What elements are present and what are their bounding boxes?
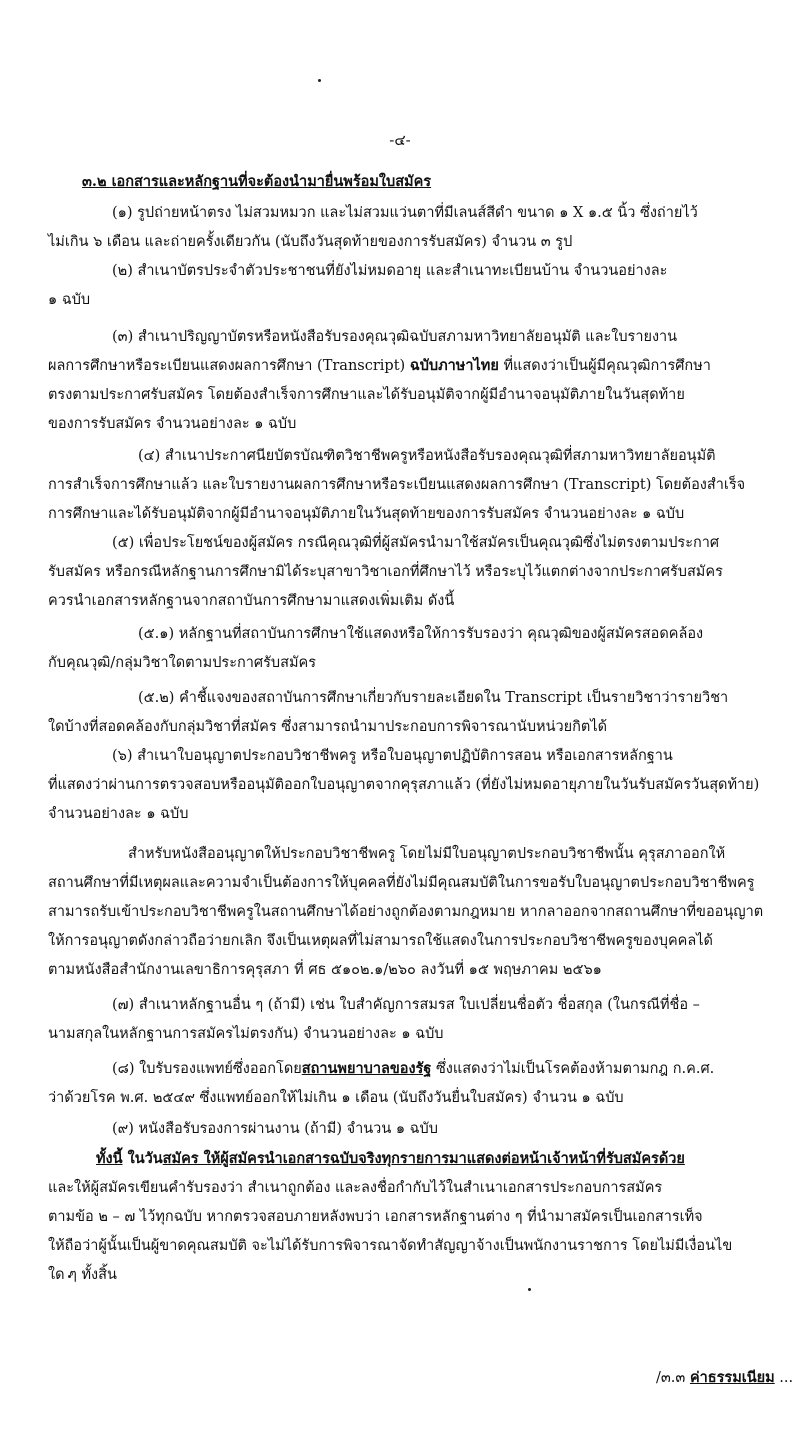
- paragraph-line: ๑ ฉบับ: [48, 292, 91, 308]
- emphasis-thai-version: ฉบับภาษาไทย: [409, 357, 499, 374]
- paragraph-line: สามารถรับเข้าประกอบวิชาชีพครูในสถานศึกษาได้อย่างถูกต้องตามกฎหมาย หากลาออกจากสถานศึกษาที่ขออนุญาต: [48, 904, 764, 920]
- paragraph-line: การศึกษาและได้รับอนุมัติจากผู้มีอำนาจอนุมัติภายในวันสุดท้ายของการรับสมัคร จำนวนอย่างละ ๑ ฉบับ: [48, 506, 685, 522]
- paragraph-line: [48, 356, 711, 376]
- text-span: ซึ่งแสดงว่าไม่เป็นโรคต้องห้ามตามกฎ ก.ค.ศ.: [431, 1061, 715, 1077]
- paragraph-line: ให้การอนุญาตดังกล่าวถือว่ายกเลิก จึงเป็นเหตุผลที่ไม่สามารถใช้แสดงในการประกอบวิชาชีพครูของบุคคลได้: [48, 933, 713, 949]
- paragraph-line: [112, 1059, 714, 1079]
- scan-speck: [528, 1288, 531, 1291]
- paragraph-line: กับคุณวุฒิ/กลุ่มวิชาใดตามประกาศรับสมัคร: [48, 655, 317, 671]
- paragraph-line: สถานศึกษาที่มีเหตุผลและความจำเป็นต้องการให้บุคคลที่ยังไม่มีคุณสมบัติในการขอรับใบอนุญาตประกอบวิชาชีพครู: [48, 875, 755, 891]
- paragraph-line: (๖) สำเนาใบอนุญาตประกอบวิชาชีพครู หรือใบอนุญาตปฏิบัติการสอน หรือเอกสารหลักฐาน: [112, 748, 673, 764]
- paragraph-line: ของการรับสมัคร จำนวนอย่างละ ๑ ฉบับ: [48, 416, 297, 432]
- page-number: -๔-: [389, 131, 411, 149]
- text-span: ที่แสดงว่าเป็นผู้มีคุณวุฒิการศึกษา: [498, 358, 711, 374]
- paragraph-line: รับสมัคร หรือกรณีหลักฐานการศึกษามิได้ระบุสาขาวิชาเอกที่ศึกษาไว้ หรือระบุไว้แตกต่างจากประกาศรับสมัคร: [48, 564, 723, 580]
- footer-next-section: ค่าธรรมเนียม: [689, 1369, 775, 1386]
- paragraph-line: การสำเร็จการศึกษาแล้ว และใบรายงานผลการศึกษาหรือระเบียนแสดงผลการศึกษา (Transcript) โดยต้องสำเร็จ: [48, 477, 746, 493]
- emphasis-state-hospital: สถานพยาบาลของรัฐ: [301, 1060, 432, 1077]
- paragraph-line: ใดบ้างที่สอดคล้องกับกลุ่มวิชาที่สมัคร ซึ่งสามารถนำมาประกอบการพิจารณานับหน่วยกิตได้: [48, 719, 608, 735]
- text-span: (๘) ใบรับรองแพทย์ซึ่งออกโดย: [112, 1061, 302, 1077]
- paragraph-line: ควรนำเอกสารหลักฐานจากสถาบันการศึกษามาแสดงเพิ่มเติม ดังนี้: [48, 593, 455, 609]
- paragraph-line: สำหรับหนังสืออนุญาตให้ประกอบวิชาชีพครู โดยไม่มีใบอนุญาตประกอบวิชาชีพนั้น คุรุสภาออกให้: [128, 846, 726, 862]
- scan-speck: [318, 79, 321, 82]
- paragraph-line: (๕.๒) คำชี้แจงของสถาบันการศึกษาเกี่ยวกับรายละเอียดใน Transcript เป็นรายวิชาว่ารายวิชา: [138, 690, 729, 706]
- continuation-footer: [656, 1366, 793, 1389]
- paragraph-line: (๕.๑) หลักฐานที่สถาบันการศึกษาใช้แสดงหรือให้การรับรองว่า คุณวุฒิของผู้สมัครสอดคล้อง: [138, 626, 704, 642]
- paragraph-line: จำนวนอย่างละ ๑ ฉบับ: [48, 806, 189, 822]
- section-title: ๓.๒ เอกสารและหลักฐานที่จะต้องนำมายื่นพร้อมใบสมัคร: [82, 173, 432, 190]
- paragraph-line: ตามหนังสือสำนักงานเลขาธิการคุรุสภา ที่ ศธ ๕๑๐๒.๑/๒๖๐ ลงวันที่ ๑๕ พฤษภาคม ๒๕๖๑: [48, 962, 602, 978]
- footer-prefix: /๓.๓: [656, 1370, 690, 1386]
- footer-suffix: ...: [774, 1370, 794, 1386]
- paragraph-line: [96, 1149, 685, 1169]
- text-span: ผลการศึกษาหรือระเบียนแสดงผลการศึกษา (Transcript): [48, 358, 410, 374]
- paragraph-line: (๔) สำเนาประกาศนียบัตรบัณฑิตวิชาชีพครูหรือหนังสือรับรองคุณวุฒิที่สภามหาวิทยาลัยอนุมัติ: [138, 448, 716, 464]
- paragraph-line: ไม่เกิน ๖ เดือน และถ่ายครั้งเดียวกัน (นับถึงวันสุดท้ายของการรับสมัคร) จำนวน ๓ รูป: [48, 234, 573, 250]
- paragraph-line: ที่แสดงว่าผ่านการตรวจสอบหรืออนุมัติออกใบอนุญาตจากคุรุสภาแล้ว (ที่ยังไม่หมดอายุภายในวันรับสมัครวันสุดท้าย): [48, 777, 760, 793]
- emphasis-original-documents: สมัคร ให้ผู้สมัครนำเอกสารฉบับจริงทุกรายการมาแสดงต่อหน้าเจ้าหน้าที่รับสมัครด้วย: [162, 1150, 685, 1167]
- paragraph-line: ตามข้อ ๒ – ๗ ไว้ทุกฉบับ หากตรวจสอบภายหลังพบว่า เอกสารหลักฐานต่าง ๆ ที่นำมาสมัครเป็นเอกสารเท็จ: [48, 1209, 703, 1225]
- paragraph-line: ให้ถือว่าผู้นั้นเป็นผู้ขาดคุณสมบัติ จะไม่ได้รับการพิจารณาจัดทำสัญญาจ้างเป็นพนักงานราชการ โดยไม่มีเงื่อนไข: [48, 1238, 733, 1254]
- paragraph-line: นามสกุลในหลักฐานการสมัครไม่ตรงกัน) จำนวนอย่างละ ๑ ฉบับ: [48, 1026, 444, 1042]
- paragraph-line: (๕) เพื่อประโยชน์ของผู้สมัคร กรณีคุณวุฒิที่ผู้สมัครนำมาใช้สมัครเป็นคุณวุฒิซึ่งไม่ตรงตามประกาศ: [112, 535, 720, 551]
- paragraph-line: (๙) หนังสือรับรองการผ่านงาน (ถ้ามี) จำนวน ๑ ฉบับ: [112, 1121, 438, 1137]
- text-span: ในวัน: [122, 1150, 163, 1167]
- paragraph-line: (๒) สำเนาบัตรประจำตัวประชาชนที่ยังไม่หมดอายุ และสำเนาทะเบียนบ้าน จำนวนอย่างละ: [112, 263, 668, 279]
- paragraph-line: (๓) สำเนาปริญญาบัตรหรือหนังสือรับรองคุณวุฒิฉบับสภามหาวิทยาลัยอนุมัติ และใบรายงาน: [112, 329, 678, 345]
- emphasis-note-label: ทั้งนี้: [96, 1150, 123, 1167]
- paragraph-line: ตรงตามประกาศรับสมัคร โดยต้องสำเร็จการศึกษาและได้รับอนุมัติจากผู้มีอำนาจอนุมัติภายในวันสุดท้าย: [48, 387, 685, 403]
- paragraph-line: ว่าด้วยโรค พ.ศ. ๒๕๔๙ ซึ่งแพทย์ออกให้ไม่เกิน ๑ เดือน (นับถึงวันยื่นใบสมัคร) จำนวน ๑ ฉบับ: [48, 1090, 624, 1106]
- paragraph-line: และให้ผู้สมัครเขียนคำรับรองว่า สำเนาถูกต้อง และลงชื่อกำกับไว้ในสำเนาเอกสารประกอบการสมัคร: [48, 1180, 663, 1196]
- paragraph-line: (๑) รูปถ่ายหน้าตรง ไม่สวมหมวก และไม่สวมแว่นตาที่มีเลนส์สีดำ ขนาด ๑ X ๑.๕ นิ้ว ซึ่งถ่ายไว้: [112, 205, 698, 221]
- paragraph-line: (๗) สำเนาหลักฐานอื่น ๆ (ถ้ามี) เช่น ใบสำคัญการสมรส ใบเปลี่ยนชื่อตัว ชื่อสกุล (ในกรณีที่ชื่อ –: [112, 997, 700, 1013]
- paragraph-line: ใด ๆ ทั้งสิ้น: [48, 1267, 117, 1283]
